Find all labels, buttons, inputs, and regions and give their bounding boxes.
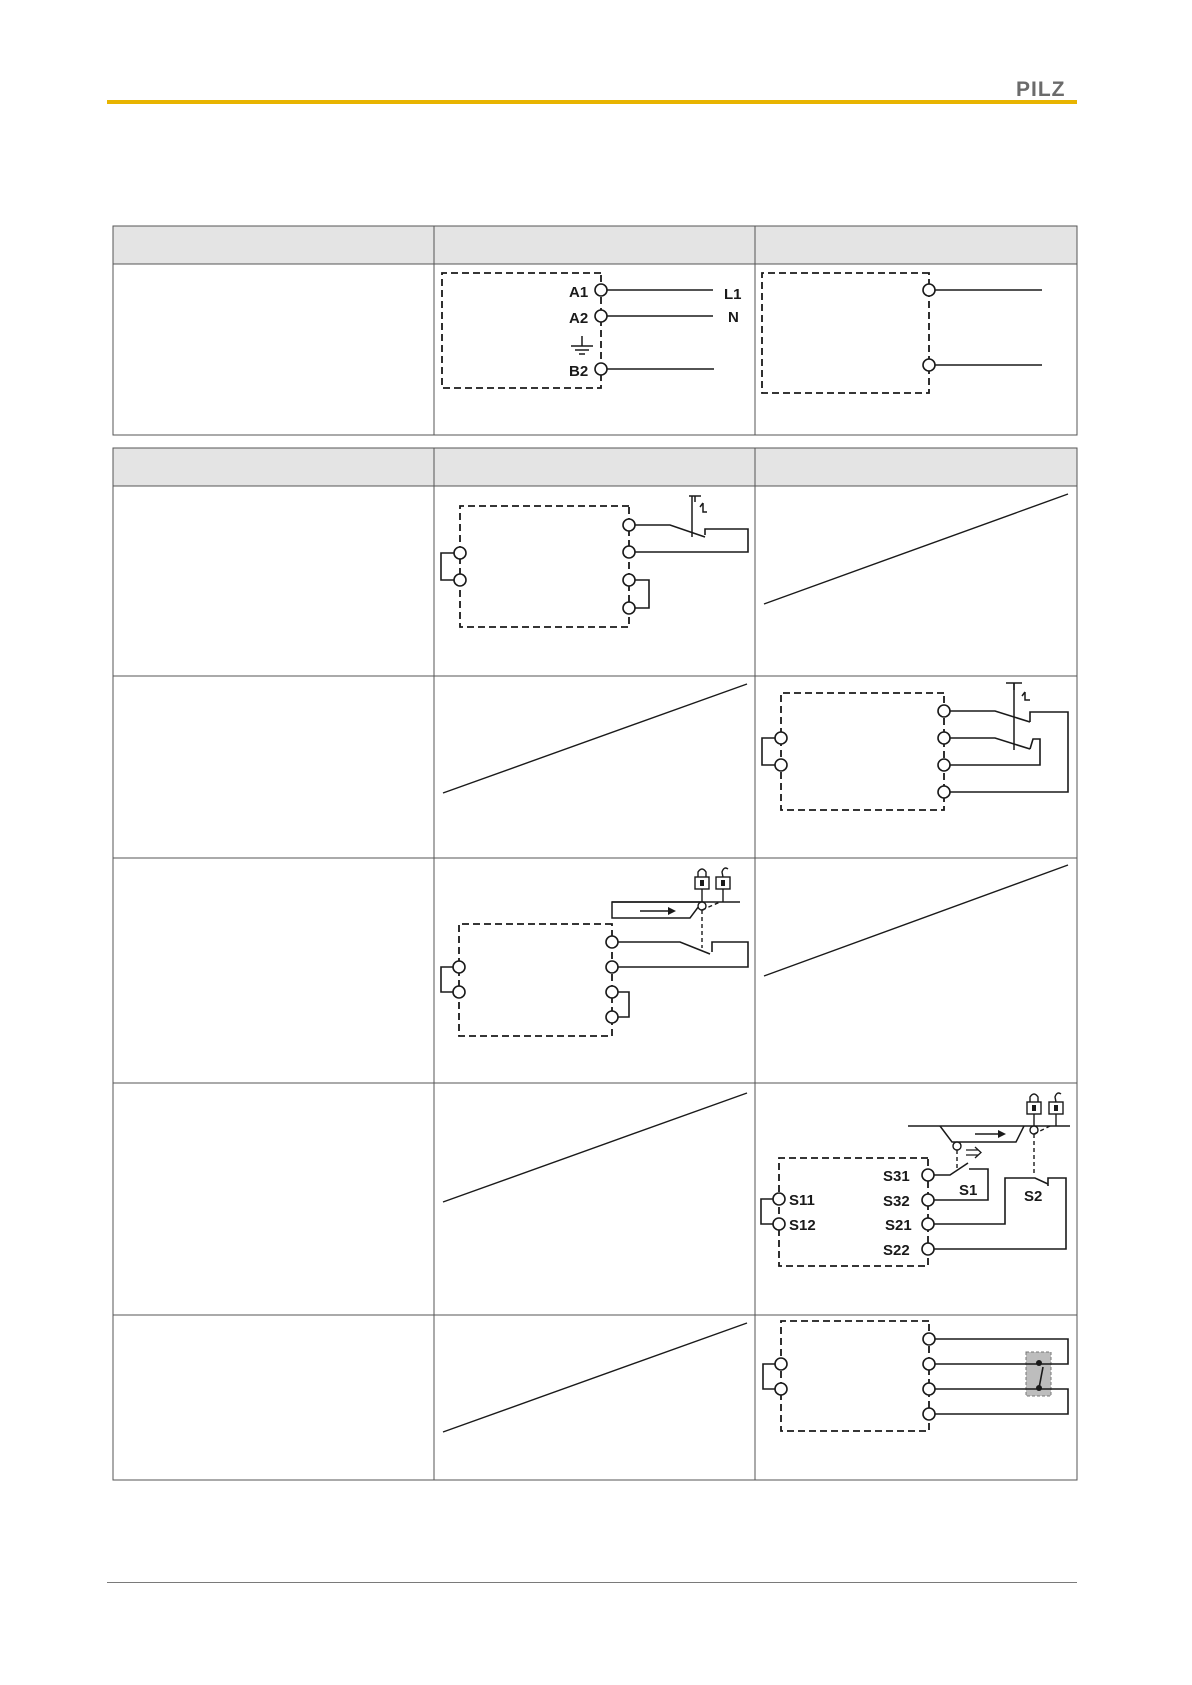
switch-label-s1: S1	[959, 1182, 978, 1199]
terminal-label-s11: S11	[789, 1192, 815, 1209]
padlock-closed-icon	[695, 869, 709, 889]
padlock-open-icon	[1049, 1093, 1063, 1114]
cross-fault-detection-diagram	[763, 1321, 1068, 1431]
terminal-label-s22: S22	[883, 1242, 910, 1259]
terminal-label-b2: B2	[569, 363, 589, 380]
emergency-stop-icon	[1006, 683, 1030, 750]
dc-supply-diagram	[762, 273, 1042, 393]
supply-table	[113, 226, 1077, 435]
terminal-label-s31: S31	[883, 1168, 910, 1185]
terminal-label-a1: A1	[569, 284, 589, 301]
earth-icon	[571, 336, 593, 354]
double-arrow-right-icon	[966, 1147, 981, 1158]
ac-supply-diagram	[442, 273, 742, 388]
terminal-label-a2: A2	[569, 310, 589, 327]
input-circuit-table	[113, 448, 1077, 1480]
supply-table-header	[113, 226, 1077, 264]
estop-single-channel-diagram	[441, 496, 748, 627]
safety-gate-dual-channel-diagram	[761, 1093, 1070, 1266]
not-applicable-slash	[443, 1323, 747, 1432]
input-circuit-table-header	[113, 448, 1077, 486]
terminal-label-s12: S12	[789, 1217, 816, 1234]
not-applicable-slash	[764, 865, 1068, 976]
switch-label-s2: S2	[1024, 1188, 1043, 1205]
arrow-right-icon	[975, 1130, 1006, 1138]
padlock-open-icon	[716, 868, 730, 889]
line-label-n: N	[728, 309, 739, 326]
terminal-label-s21: S21	[885, 1217, 912, 1234]
terminal-label-s32: S32	[883, 1193, 910, 1210]
not-applicable-slash	[443, 684, 747, 793]
arrow-right-icon	[640, 907, 676, 915]
not-applicable-slash	[764, 494, 1068, 604]
footer-rule	[107, 1582, 1077, 1583]
not-applicable-slash	[443, 1093, 747, 1202]
line-label-l1: L1	[724, 286, 742, 303]
padlock-closed-icon	[1027, 1094, 1041, 1114]
estop-dual-channel-diagram	[762, 683, 1068, 810]
pilz-logo-text: PILZ	[1016, 78, 1066, 100]
safety-gate-single-channel-diagram	[441, 868, 748, 1036]
